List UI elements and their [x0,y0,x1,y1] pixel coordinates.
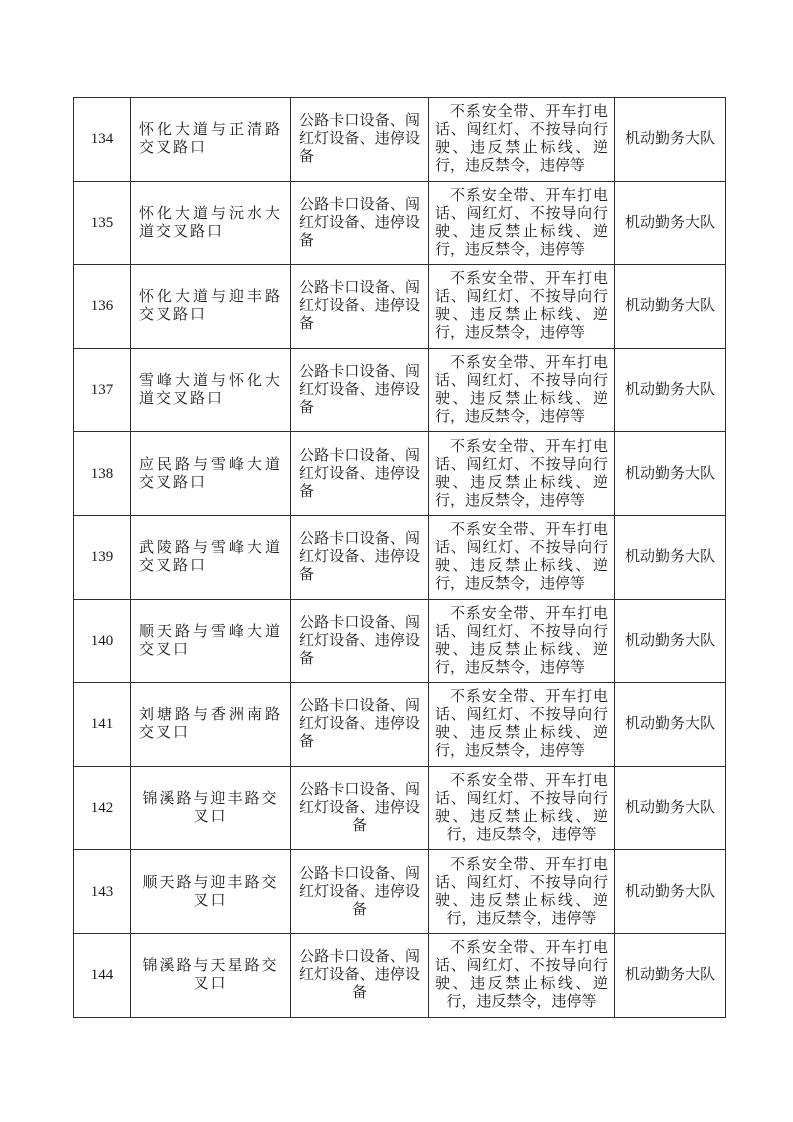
unit-cell: 机动勤务大队 [615,599,726,683]
row-number-cell: 143 [74,850,131,934]
row-number-cell: 136 [74,265,131,349]
table-row [74,850,726,934]
violations-text: 不系安全带、开车打电话、闯红灯、不按导向行驶、违反禁止标线、逆行，违反禁令，违停等 [435,940,608,1011]
violations-text: 不系安全带、开车打电话、闯红灯、不按导向行驶、违反禁止标线、逆行，违反禁令，违停等 [435,522,608,593]
violations-text: 不系安全带、开车打电话、闯红灯、不按导向行驶、违反禁止标线、逆行，违反禁令，违停等 [435,856,608,927]
location-cell: 刘塘路与香洲南路交叉口 [131,683,291,767]
unit-cell: 机动勤务大队 [615,432,726,516]
unit-cell: 机动勤务大队 [615,348,726,432]
unit-cell: 机动勤务大队 [615,850,726,934]
row-number-cell: 141 [74,683,131,767]
table-row [74,265,726,349]
row-number-cell: 140 [74,599,131,683]
violations-text: 不系安全带、开车打电话、闯红灯、不按导向行驶、违反禁止标线、逆行，违反禁令，违停等 [435,355,608,426]
location-cell: 顺天路与迎丰路交叉口 [131,850,291,934]
location-cell: 怀化大道与正清路交叉路口 [131,98,291,182]
location-cell: 应民路与雪峰大道交叉路口 [131,432,291,516]
unit-cell: 机动勤务大队 [615,265,726,349]
equipment-cell: 公路卡口设备、闯红灯设备、违停设备 [291,683,429,767]
enforcement-locations-table [73,97,726,1018]
row-number-cell: 134 [74,98,131,182]
table-row [74,432,726,516]
table-row [74,599,726,683]
row-number-cell: 142 [74,766,131,850]
equipment-cell: 公路卡口设备、闯红灯设备、违停设备 [291,98,429,182]
unit-cell: 机动勤务大队 [615,683,726,767]
unit-cell: 机动勤务大队 [615,181,726,265]
row-number-cell: 138 [74,432,131,516]
violations-cell [429,599,615,683]
violations-text: 不系安全带、开车打电话、闯红灯、不按导向行驶、违反禁止标线、逆行，违反禁令，违停等 [435,104,608,175]
location-cell: 怀化大道与沅水大道交叉路口 [131,181,291,265]
location-cell: 怀化大道与迎丰路交叉路口 [131,265,291,349]
violations-cell [429,766,615,850]
location-cell: 武陵路与雪峰大道交叉路口 [131,515,291,599]
violations-text: 不系安全带、开车打电话、闯红灯、不按导向行驶、违反禁止标线、逆行，违反禁令，违停等 [435,689,608,760]
violations-text: 不系安全带、开车打电话、闯红灯、不按导向行驶、违反禁止标线、逆行，违反禁令，违停等 [435,605,608,676]
row-number-cell: 139 [74,515,131,599]
location-cell: 锦溪路与迎丰路交叉口 [131,766,291,850]
violations-text: 不系安全带、开车打电话、闯红灯、不按导向行驶、违反禁止标线、逆行，违反禁令，违停等 [435,773,608,844]
unit-cell: 机动勤务大队 [615,766,726,850]
violations-text: 不系安全带、开车打电话、闯红灯、不按导向行驶、违反禁止标线、逆行，违反禁令，违停等 [435,187,608,258]
equipment-cell: 公路卡口设备、闯红灯设备、违停设备 [291,348,429,432]
table-row [74,766,726,850]
violations-cell [429,181,615,265]
equipment-cell: 公路卡口设备、闯红灯设备、违停设备 [291,766,429,850]
table-row [74,348,726,432]
table-row [74,181,726,265]
violations-cell [429,348,615,432]
violations-cell [429,98,615,182]
unit-cell: 机动勤务大队 [615,515,726,599]
violations-text: 不系安全带、开车打电话、闯红灯、不按导向行驶、违反禁止标线、逆行，违反禁令，违停等 [435,271,608,342]
equipment-cell: 公路卡口设备、闯红灯设备、违停设备 [291,933,429,1017]
row-number-cell: 144 [74,933,131,1017]
violations-cell [429,683,615,767]
location-cell: 雪峰大道与怀化大道交叉路口 [131,348,291,432]
location-cell: 顺天路与雪峰大道交叉口 [131,599,291,683]
equipment-cell: 公路卡口设备、闯红灯设备、违停设备 [291,850,429,934]
equipment-cell: 公路卡口设备、闯红灯设备、违停设备 [291,515,429,599]
violations-cell [429,432,615,516]
row-number-cell: 137 [74,348,131,432]
table-row [74,933,726,1017]
equipment-cell: 公路卡口设备、闯红灯设备、违停设备 [291,265,429,349]
unit-cell: 机动勤务大队 [615,933,726,1017]
equipment-cell: 公路卡口设备、闯红灯设备、违停设备 [291,432,429,516]
equipment-cell: 公路卡口设备、闯红灯设备、违停设备 [291,181,429,265]
violations-cell [429,515,615,599]
violations-text: 不系安全带、开车打电话、闯红灯、不按导向行驶、违反禁止标线、逆行，违反禁令，违停等 [435,438,608,509]
violations-cell [429,265,615,349]
equipment-cell: 公路卡口设备、闯红灯设备、违停设备 [291,599,429,683]
unit-cell: 机动勤务大队 [615,98,726,182]
location-cell: 锦溪路与天星路交叉口 [131,933,291,1017]
violations-cell [429,933,615,1017]
table-row [74,98,726,182]
table-body [74,98,726,1018]
table-row [74,515,726,599]
violations-cell [429,850,615,934]
row-number-cell: 135 [74,181,131,265]
table-row [74,683,726,767]
